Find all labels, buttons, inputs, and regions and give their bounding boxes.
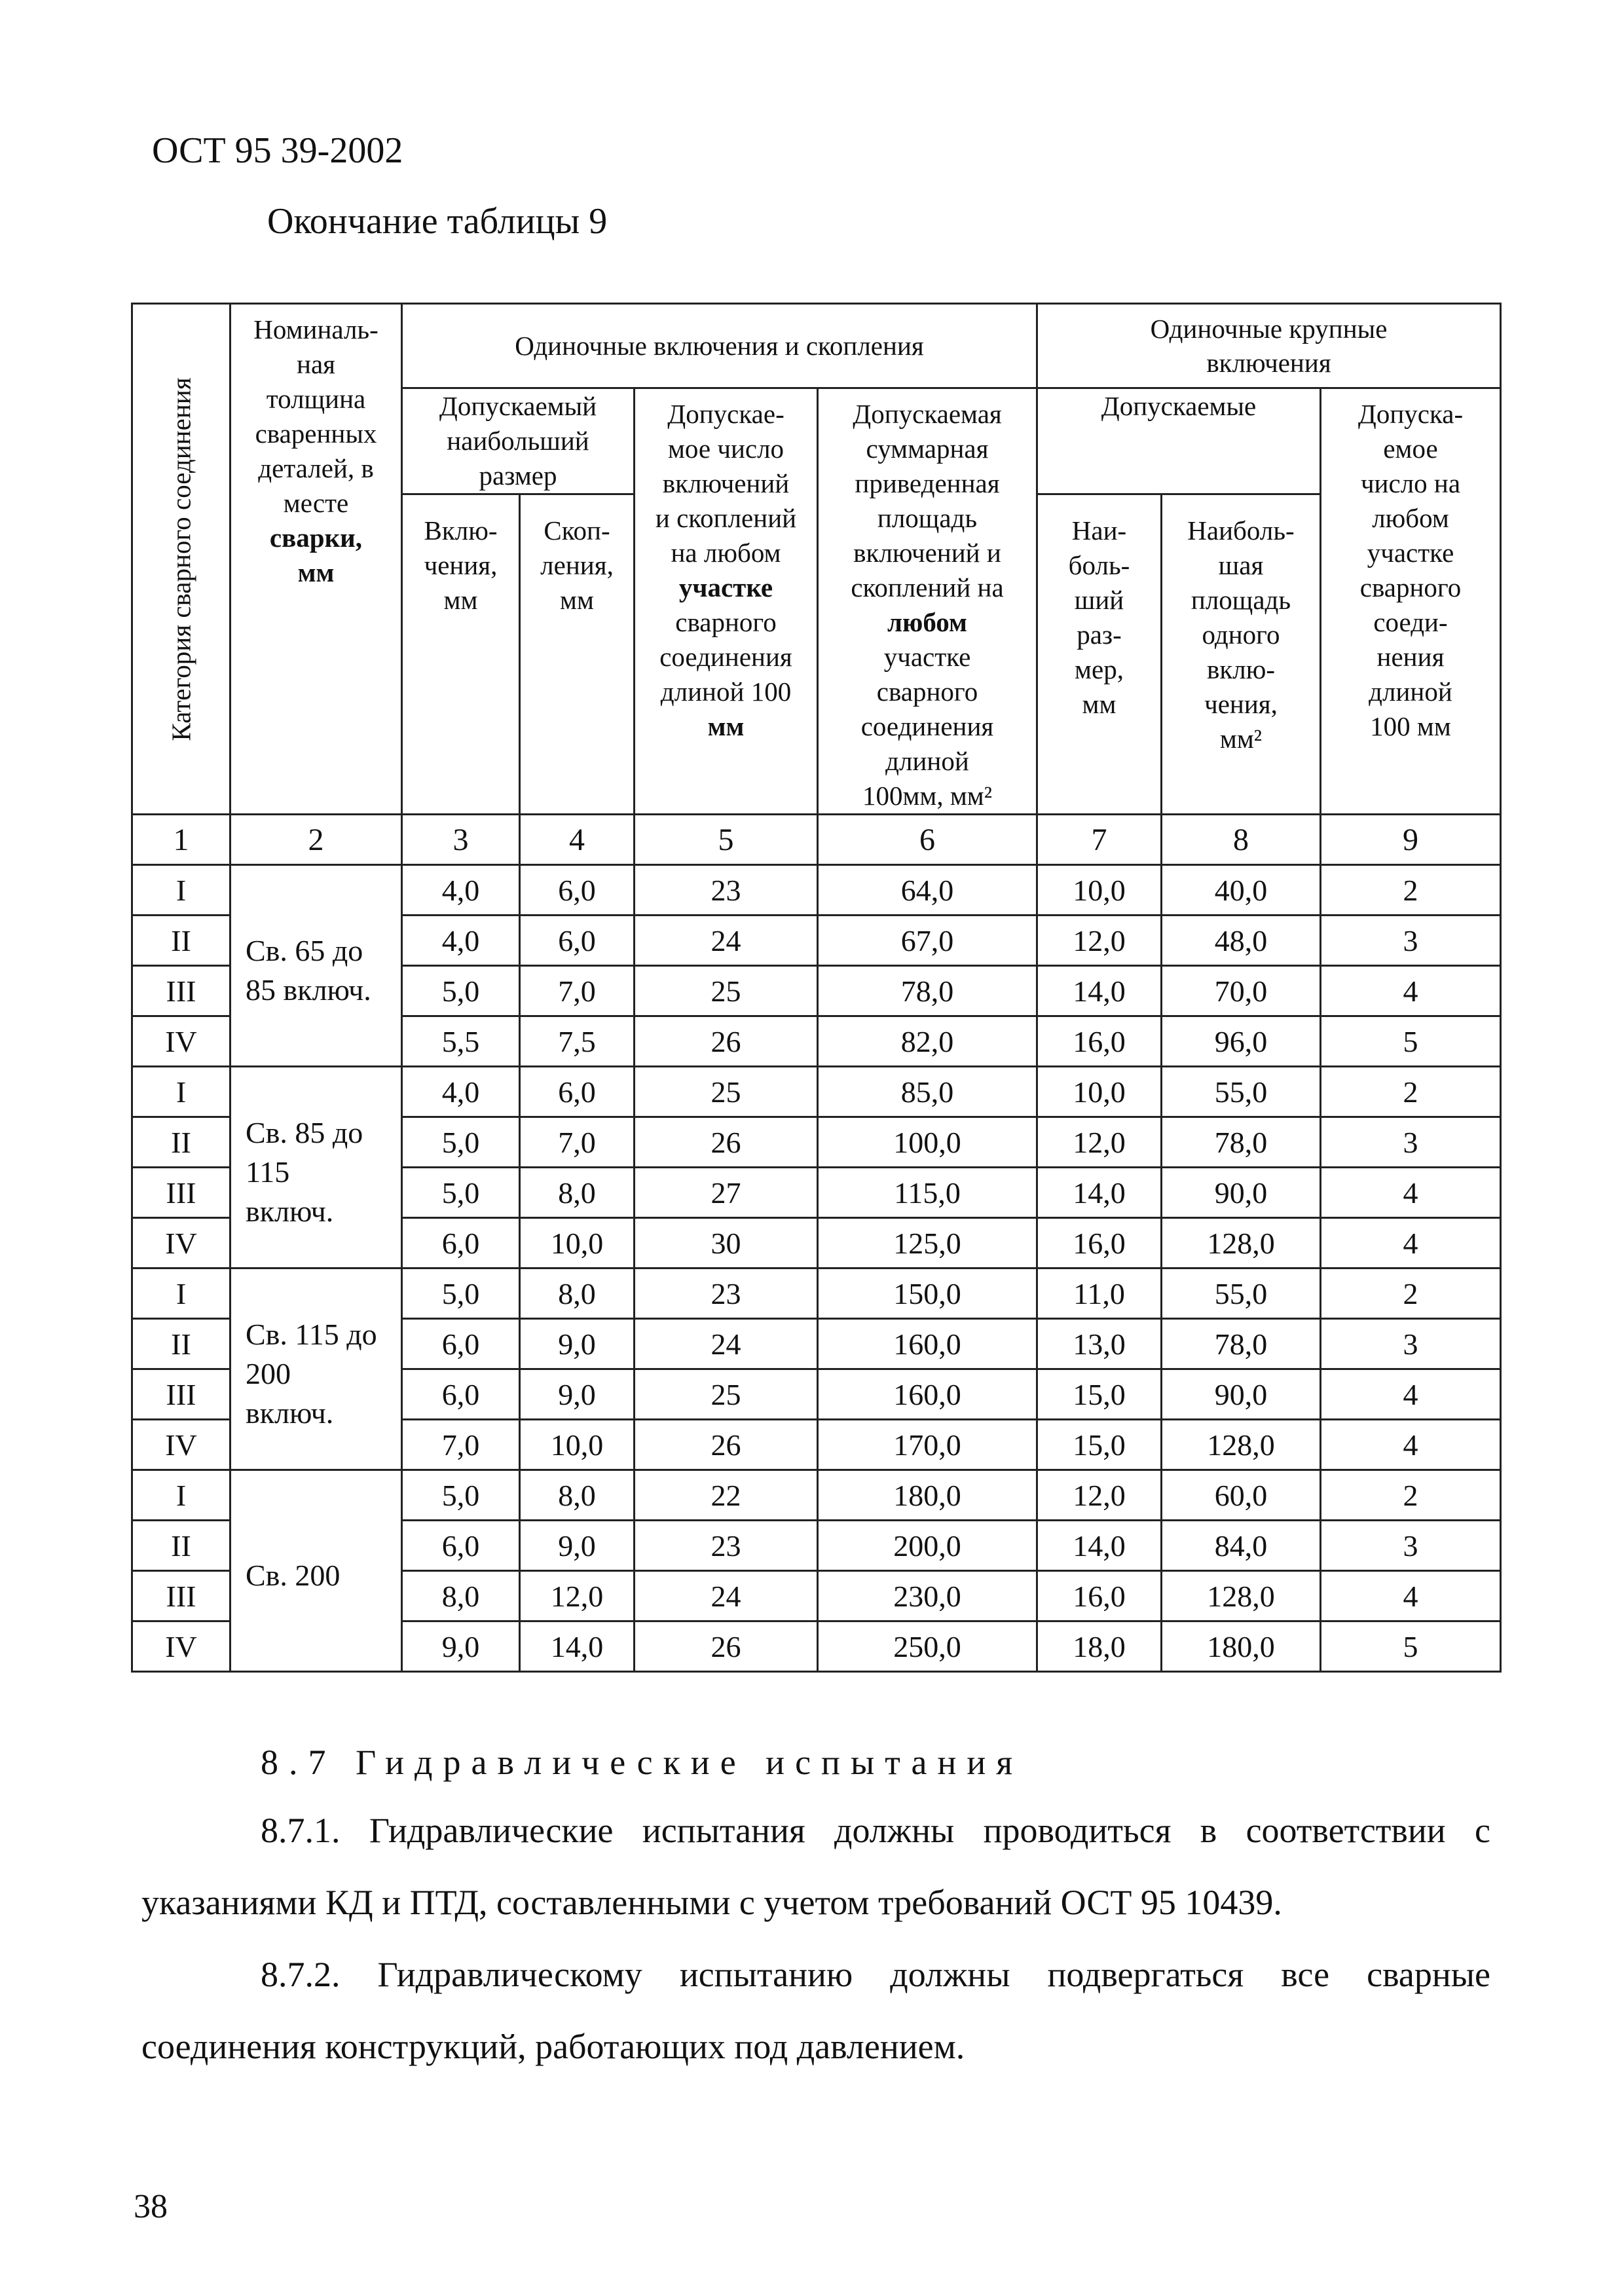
column-number: 6 xyxy=(818,815,1037,865)
value-cell: 8,0 xyxy=(520,1268,635,1319)
thickness-cell xyxy=(231,1268,402,1470)
value-cell: 16,0 xyxy=(1037,1218,1162,1268)
value-cell: 55,0 xyxy=(1162,1067,1321,1117)
value-cell: 100,0 xyxy=(818,1117,1037,1168)
value-cell: 10,0 xyxy=(520,1218,635,1268)
header-line: длиной xyxy=(885,746,969,776)
value-cell: 23 xyxy=(635,1268,818,1319)
value-cell: 90,0 xyxy=(1162,1369,1321,1420)
value-cell: 160,0 xyxy=(818,1319,1037,1369)
category-cell: I xyxy=(132,1067,231,1117)
value-cell: 24 xyxy=(635,916,818,966)
value-cell: 6,0 xyxy=(402,1319,520,1369)
header-line: размер xyxy=(479,460,557,491)
column-number: 7 xyxy=(1037,815,1162,865)
value-cell: 25 xyxy=(635,1067,818,1117)
value-cell: 22 xyxy=(635,1470,818,1521)
value-cell: 9,0 xyxy=(402,1621,520,1672)
value-cell: 84,0 xyxy=(1162,1521,1321,1571)
header-line: сваренных xyxy=(255,418,377,449)
thickness-cell xyxy=(231,1470,402,1672)
header-total-area xyxy=(818,388,1037,815)
value-cell: 8,0 xyxy=(520,1470,635,1521)
value-cell: 6,0 xyxy=(402,1521,520,1571)
value-cell: 25 xyxy=(635,1369,818,1420)
value-cell: 25 xyxy=(635,966,818,1016)
table-row xyxy=(132,865,1501,916)
thickness-line: Св. 85 до xyxy=(246,1115,363,1149)
header-line: соединения xyxy=(860,711,994,741)
value-cell: 5 xyxy=(1321,1016,1501,1067)
value-cell: 24 xyxy=(635,1319,818,1369)
value-cell: 250,0 xyxy=(818,1621,1037,1672)
thickness-line: 115 xyxy=(246,1155,290,1189)
value-cell: 14,0 xyxy=(1037,1168,1162,1218)
header-allowed: Допускаемые xyxy=(1037,388,1321,494)
value-cell: 27 xyxy=(635,1168,818,1218)
value-cell: 15,0 xyxy=(1037,1420,1162,1470)
header-line: шая xyxy=(1218,550,1264,580)
header-line: длиной 100 xyxy=(660,676,792,707)
value-cell: 6,0 xyxy=(402,1218,520,1268)
header-line: включений и xyxy=(853,538,1001,568)
header-line: мер, xyxy=(1075,654,1124,684)
value-cell: 23 xyxy=(635,865,818,916)
category-cell: II xyxy=(132,1117,231,1168)
header-large-inclusions xyxy=(1037,304,1501,388)
header-line: наибольший xyxy=(447,426,589,456)
header-line: Допускае- xyxy=(667,399,784,429)
header-line: Скоп- xyxy=(544,515,610,546)
thickness-line: включ. xyxy=(246,1194,334,1228)
value-cell: 78,0 xyxy=(818,966,1037,1016)
header-line: мм xyxy=(297,557,335,587)
header-line: Наиболь- xyxy=(1187,515,1295,546)
value-cell: 4 xyxy=(1321,1420,1501,1470)
thickness-line: 200 xyxy=(246,1356,291,1390)
requirements-table xyxy=(131,303,1502,1673)
value-cell: 4 xyxy=(1321,1168,1501,1218)
header-line: месте xyxy=(283,488,349,518)
value-cell: 16,0 xyxy=(1037,1016,1162,1067)
category-cell: III xyxy=(132,966,231,1016)
value-cell: 10,0 xyxy=(520,1420,635,1470)
header-line: мм xyxy=(560,585,594,615)
value-cell: 4 xyxy=(1321,966,1501,1016)
value-cell: 26 xyxy=(635,1621,818,1672)
column-number: 8 xyxy=(1162,815,1321,865)
thickness-line: включ. xyxy=(246,1396,334,1430)
value-cell: 7,0 xyxy=(402,1420,520,1470)
header-line: любом xyxy=(1372,503,1449,533)
value-cell: 3 xyxy=(1321,1117,1501,1168)
value-cell: 16,0 xyxy=(1037,1571,1162,1621)
header-line: мм xyxy=(707,711,745,741)
value-cell: 96,0 xyxy=(1162,1016,1321,1067)
value-cell: 128,0 xyxy=(1162,1218,1321,1268)
value-cell: 55,0 xyxy=(1162,1268,1321,1319)
value-cell: 7,5 xyxy=(520,1016,635,1067)
thickness-cell xyxy=(231,865,402,1067)
value-cell: 70,0 xyxy=(1162,966,1321,1016)
value-cell: 4 xyxy=(1321,1218,1501,1268)
value-cell: 26 xyxy=(635,1117,818,1168)
value-cell: 6,0 xyxy=(520,916,635,966)
category-cell: I xyxy=(132,865,231,916)
header-line: Допускаемый xyxy=(439,391,597,421)
category-cell: I xyxy=(132,1268,231,1319)
header-line: число на xyxy=(1360,468,1461,498)
header-line: деталей, в xyxy=(258,453,374,483)
header-line: ная xyxy=(297,349,335,379)
header-largest-area xyxy=(1162,494,1321,815)
paragraph-8-7-1: 8.7.1. Гидравлические испытания должны проводиться в соответствии с указаниями КД и ПТД, составленными с учетом требований ОСТ 95 10439. xyxy=(141,1811,1490,1922)
value-cell: 4,0 xyxy=(402,916,520,966)
value-cell: 180,0 xyxy=(818,1470,1037,1521)
header-line: Одиночные крупные xyxy=(1150,314,1388,344)
header-line: емое xyxy=(1383,434,1438,464)
header-line: ший xyxy=(1074,585,1124,615)
paragraph-8-7-2: 8.7.2. Гидравлическому испытанию должны подвергаться все сварные соединения конструкций, работающих под давлением. xyxy=(141,1955,1490,2066)
header-line: скоплений на xyxy=(851,572,1004,602)
header-line: на любом xyxy=(671,538,781,568)
header-line: длиной xyxy=(1369,676,1452,707)
value-cell: 12,0 xyxy=(1037,1117,1162,1168)
header-line: боль- xyxy=(1068,550,1130,580)
header-line: включений xyxy=(662,468,790,498)
value-cell: 78,0 xyxy=(1162,1319,1321,1369)
value-cell: 9,0 xyxy=(520,1369,635,1420)
value-cell: 2 xyxy=(1321,1067,1501,1117)
header-line: сварного xyxy=(1359,572,1462,602)
header-line: сварки, xyxy=(269,523,363,553)
header-line: ления, xyxy=(540,550,614,580)
header-line: Допускаемая xyxy=(853,399,1002,429)
value-cell: 4 xyxy=(1321,1369,1501,1420)
column-number: 1 xyxy=(132,815,231,865)
value-cell: 150,0 xyxy=(818,1268,1037,1319)
header-line: участке xyxy=(678,572,773,602)
value-cell: 14,0 xyxy=(1037,1521,1162,1571)
table-row xyxy=(132,1268,1501,1319)
value-cell: 48,0 xyxy=(1162,916,1321,966)
value-cell: 18,0 xyxy=(1037,1621,1162,1672)
value-cell: 6,0 xyxy=(520,1067,635,1117)
header-line: площадь xyxy=(877,503,978,533)
value-cell: 2 xyxy=(1321,1470,1501,1521)
header-line: мое число xyxy=(667,434,784,464)
header-line: приведенная xyxy=(855,468,1000,498)
category-cell: IV xyxy=(132,1016,231,1067)
header-line: сварного xyxy=(675,607,777,637)
page-number: 38 xyxy=(134,2188,168,2225)
table-body xyxy=(132,815,1501,1672)
value-cell: 128,0 xyxy=(1162,1420,1321,1470)
header-line: одного xyxy=(1202,620,1280,650)
value-cell: 26 xyxy=(635,1420,818,1470)
value-cell: 9,0 xyxy=(520,1521,635,1571)
value-cell: 10,0 xyxy=(1037,1067,1162,1117)
category-cell: II xyxy=(132,916,231,966)
value-cell: 90,0 xyxy=(1162,1168,1321,1218)
value-cell: 12,0 xyxy=(520,1571,635,1621)
value-cell: 3 xyxy=(1321,916,1501,966)
header-large-count xyxy=(1321,388,1501,815)
value-cell: 23 xyxy=(635,1521,818,1571)
header-line: Допуска- xyxy=(1357,399,1464,429)
thickness-line: Св. 65 до xyxy=(246,933,363,967)
value-cell: 10,0 xyxy=(1037,865,1162,916)
value-cell: 2 xyxy=(1321,865,1501,916)
category-cell: II xyxy=(132,1319,231,1369)
header-count xyxy=(635,388,818,815)
value-cell: 9,0 xyxy=(520,1319,635,1369)
value-cell: 4,0 xyxy=(402,865,520,916)
value-cell: 78,0 xyxy=(1162,1117,1321,1168)
value-cell: 64,0 xyxy=(818,865,1037,916)
column-number: 4 xyxy=(520,815,635,865)
header-line: и скоплений xyxy=(655,503,797,533)
column-number: 2 xyxy=(231,815,402,865)
value-cell: 30 xyxy=(635,1218,818,1268)
value-cell: 8,0 xyxy=(402,1571,520,1621)
value-cell: 5,5 xyxy=(402,1016,520,1067)
category-cell: IV xyxy=(132,1621,231,1672)
header-line: сварного xyxy=(876,676,978,707)
value-cell: 14,0 xyxy=(1037,966,1162,1016)
value-cell: 6,0 xyxy=(520,865,635,916)
header-line: участке xyxy=(883,642,971,672)
value-cell: 7,0 xyxy=(520,1117,635,1168)
header-line: Вклю- xyxy=(424,515,498,546)
header-line: чения, xyxy=(1204,689,1278,719)
category-cell: IV xyxy=(132,1420,231,1470)
value-cell: 160,0 xyxy=(818,1369,1037,1420)
thickness-line: 85 включ. xyxy=(246,972,371,1007)
value-cell: 5,0 xyxy=(402,1168,520,1218)
category-cell: I xyxy=(132,1470,231,1521)
category-cell: III xyxy=(132,1571,231,1621)
header-line: соединения xyxy=(659,642,792,672)
value-cell: 67,0 xyxy=(818,916,1037,966)
table-row xyxy=(132,1470,1501,1521)
header-line: 100 мм xyxy=(1370,711,1451,741)
value-cell: 5,0 xyxy=(402,1268,520,1319)
category-cell: III xyxy=(132,1168,231,1218)
header-line: вклю- xyxy=(1206,654,1276,684)
value-cell: 3 xyxy=(1321,1319,1501,1369)
value-cell: 26 xyxy=(635,1016,818,1067)
column-numbers-row xyxy=(132,815,1501,865)
header-inclusions xyxy=(402,494,520,815)
value-cell: 12,0 xyxy=(1037,1470,1162,1521)
value-cell: 4 xyxy=(1321,1571,1501,1621)
value-cell: 200,0 xyxy=(818,1521,1037,1571)
header-line: мм xyxy=(1082,689,1116,719)
value-cell: 8,0 xyxy=(520,1168,635,1218)
value-cell: 4,0 xyxy=(402,1067,520,1117)
table-caption: Окончание таблицы 9 xyxy=(267,201,608,242)
value-cell: 82,0 xyxy=(818,1016,1037,1067)
value-cell: 128,0 xyxy=(1162,1571,1321,1621)
value-cell: 15,0 xyxy=(1037,1369,1162,1420)
thickness-line: Св. 115 до xyxy=(246,1317,377,1351)
value-cell: 40,0 xyxy=(1162,865,1321,916)
header-line: мм xyxy=(443,585,478,615)
value-cell: 85,0 xyxy=(818,1067,1037,1117)
value-cell: 13,0 xyxy=(1037,1319,1162,1369)
header-category: Категория сварного соединения xyxy=(132,304,231,815)
header-line: Наи- xyxy=(1071,515,1127,546)
column-number: 3 xyxy=(402,815,520,865)
section-title: 8.7 Гидравлические испытания xyxy=(261,1743,1024,1782)
column-number: 9 xyxy=(1321,815,1501,865)
value-cell: 2 xyxy=(1321,1268,1501,1319)
header-line: толщина xyxy=(266,384,366,414)
header-line: площадь xyxy=(1190,585,1291,615)
header-largest-size xyxy=(1037,494,1162,815)
header-line: нения xyxy=(1376,642,1445,672)
value-cell: 24 xyxy=(635,1571,818,1621)
value-cell: 5,0 xyxy=(402,1470,520,1521)
value-cell: 14,0 xyxy=(520,1621,635,1672)
column-number: 5 xyxy=(635,815,818,865)
value-cell: 7,0 xyxy=(520,966,635,1016)
table-row xyxy=(132,1067,1501,1117)
header-line: чения, xyxy=(424,550,498,580)
value-cell: 5,0 xyxy=(402,966,520,1016)
document-code: ОСТ 95 39-2002 xyxy=(152,130,403,171)
header-max-size xyxy=(402,388,635,494)
value-cell: 5 xyxy=(1321,1621,1501,1672)
header-line: любом xyxy=(887,607,967,637)
category-cell: III xyxy=(132,1369,231,1420)
header-line: мм² xyxy=(1219,724,1263,754)
value-cell: 3 xyxy=(1321,1521,1501,1571)
thickness-cell xyxy=(231,1067,402,1268)
header-line: Номиналь- xyxy=(253,314,378,344)
value-cell: 170,0 xyxy=(818,1420,1037,1470)
header-line: суммарная xyxy=(866,434,989,464)
value-cell: 12,0 xyxy=(1037,916,1162,966)
value-cell: 11,0 xyxy=(1037,1268,1162,1319)
value-cell: 180,0 xyxy=(1162,1621,1321,1672)
category-cell: II xyxy=(132,1521,231,1571)
value-cell: 115,0 xyxy=(818,1168,1037,1218)
value-cell: 125,0 xyxy=(818,1218,1037,1268)
header-single-inclusions: Одиночные включения и скопления xyxy=(402,304,1037,388)
category-cell: IV xyxy=(132,1218,231,1268)
header-line: 100мм, мм² xyxy=(862,781,993,811)
header-line: включения xyxy=(1206,348,1331,378)
value-cell: 6,0 xyxy=(402,1369,520,1420)
value-cell: 60,0 xyxy=(1162,1470,1321,1521)
thickness-line: Св. 200 xyxy=(246,1558,341,1592)
header-thickness xyxy=(231,304,402,815)
header-line: раз- xyxy=(1077,620,1122,650)
value-cell: 230,0 xyxy=(818,1571,1037,1621)
header-line: участке xyxy=(1367,538,1454,568)
header-clusters xyxy=(520,494,635,815)
header-line: соеди- xyxy=(1373,607,1448,637)
value-cell: 5,0 xyxy=(402,1117,520,1168)
